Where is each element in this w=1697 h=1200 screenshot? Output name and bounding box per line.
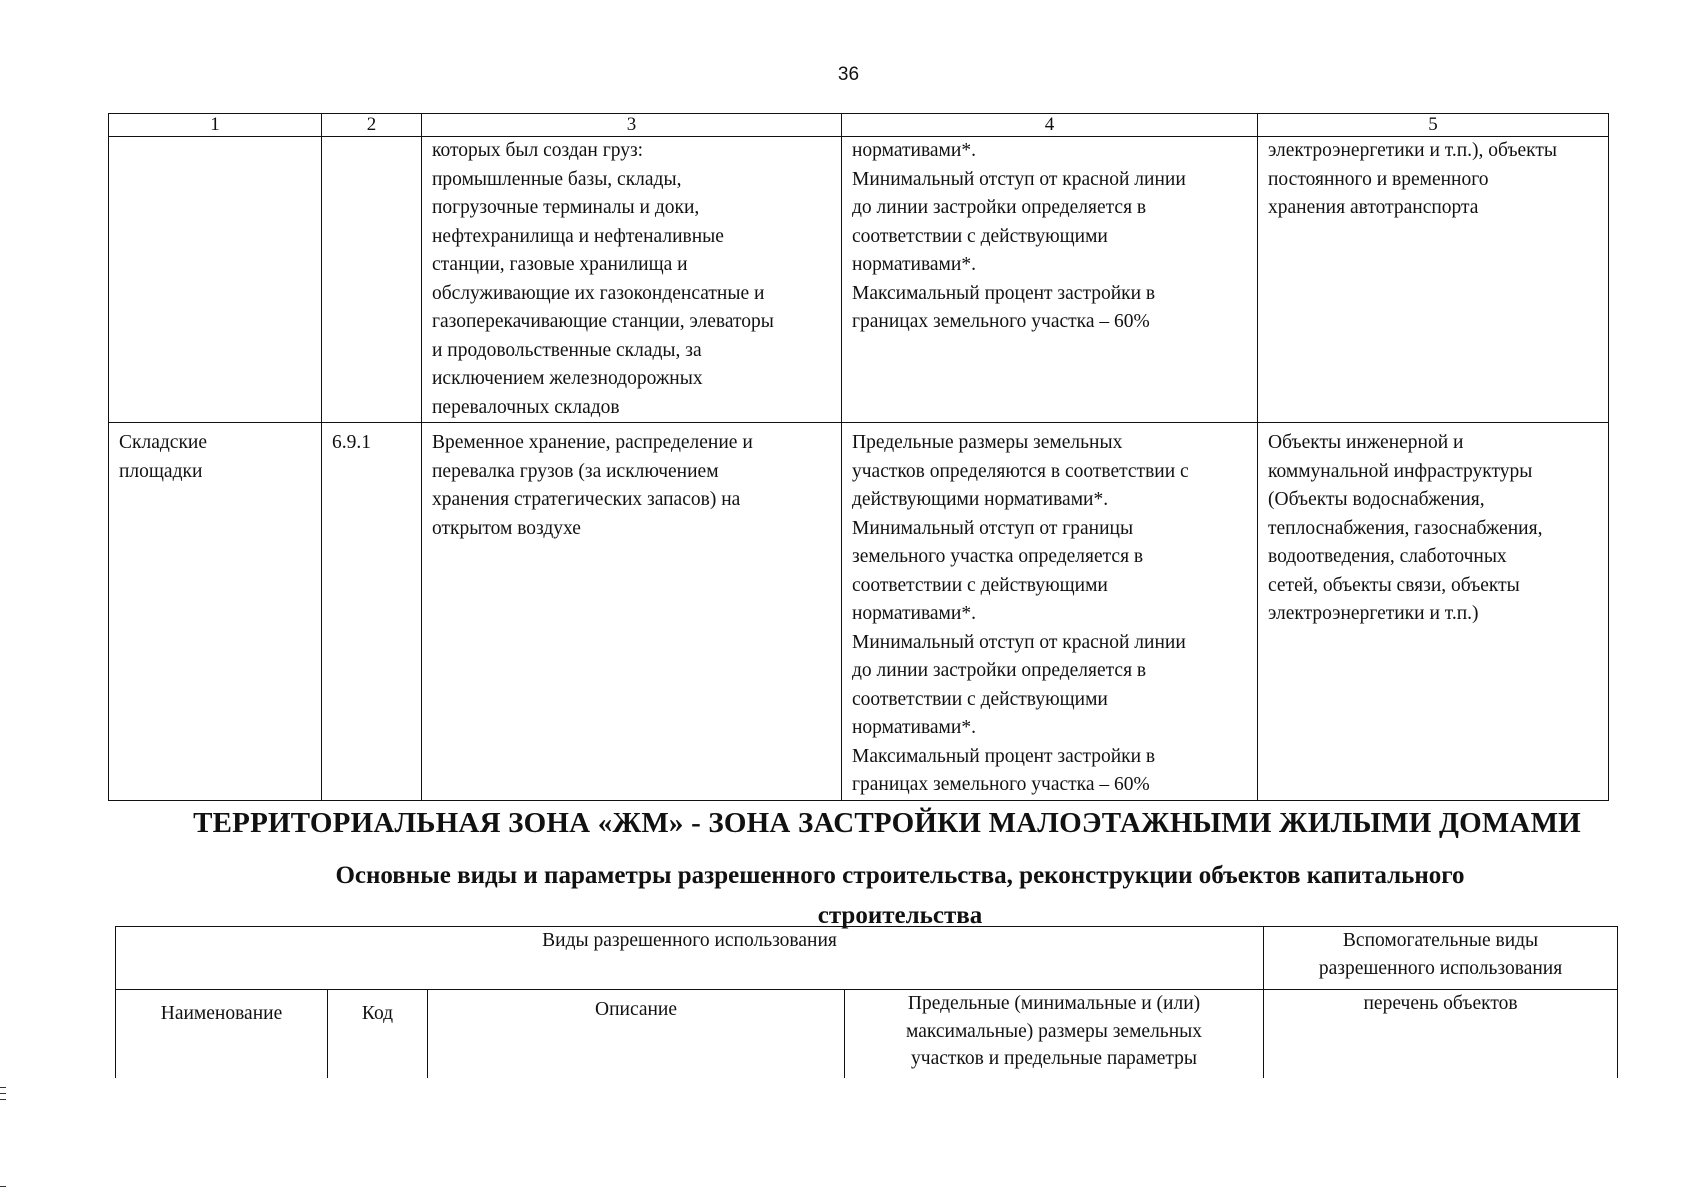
header-text: Описание	[594, 999, 678, 1020]
table-row	[109, 137, 1609, 423]
text-line: 6.9.1	[332, 432, 371, 453]
column-number: 1	[109, 114, 322, 137]
text-line: постоянного и временного	[1268, 168, 1489, 190]
parameters-column-header	[845, 990, 1264, 1079]
text-line: перевалка грузов (за исключением	[432, 460, 719, 482]
text-line: коммунальной инфраструктуры	[1268, 460, 1533, 482]
header-line: Вспомогательные виды	[1342, 930, 1539, 951]
text-line: до линии застройки определяется в	[852, 660, 1147, 681]
text-line: открытом воздухе	[432, 517, 581, 539]
zone-title: ТЕРРИТОРИАЛЬНАЯ ЗОНА «ЖМ» - ЗОНА ЗАСТРОЙКИ МАЛОЭТАЖНЫМИ ЖИЛЫМИ ДОМАМИ	[193, 807, 1581, 839]
text-line: Предельные размеры земельных	[852, 432, 1123, 453]
text-line: Минимальный отступ от красной линии	[852, 631, 1186, 653]
text-line: электроэнергетики и т.п.), объекты	[1268, 140, 1558, 161]
text-line: (Объекты водоснабжения,	[1268, 489, 1485, 510]
header-text: Наименование	[160, 1003, 283, 1024]
main-uses-table	[115, 926, 1618, 1078]
text-line: погрузочные терминалы и доки,	[432, 197, 700, 218]
text-line: границах земельного участка – 60%	[852, 774, 1150, 795]
header-text: перечень объектов	[1363, 993, 1518, 1014]
section-title	[200, 856, 1600, 936]
text-line: нефтехранилища и нефтеналивные	[432, 225, 724, 247]
text-line: сетей, объекты связи, объекты	[1268, 574, 1520, 596]
text-line: земельного участка определяется в	[852, 546, 1144, 567]
text-line: соответствии с действующими	[852, 225, 1108, 247]
text-line: соответствии с действующими	[852, 688, 1108, 710]
text-line: исключением железнодорожных	[432, 368, 703, 389]
text-line: Максимальный процент застройки в	[852, 745, 1156, 767]
margin-mark	[0, 1186, 6, 1187]
text-line: перевалочных складов	[432, 396, 620, 418]
text-line: хранения стратегических запасов) на	[432, 489, 741, 510]
text-line: участков и предельные параметры	[911, 1048, 1197, 1069]
use-code-cell	[322, 423, 422, 801]
margin-mark	[0, 1087, 6, 1088]
text-line: соответствии с действующими	[852, 574, 1108, 596]
text-line: промышленные базы, склады,	[432, 168, 682, 190]
name-column-header	[116, 990, 328, 1079]
text-line: максимальные) размеры земельных	[906, 1020, 1202, 1042]
column-number: 5	[1258, 114, 1609, 137]
text-line: и продовольственные склады, за	[432, 339, 702, 361]
text-line: Предельные (минимальные и (или)	[907, 993, 1201, 1014]
text-line: хранения автотранспорта	[1268, 197, 1479, 218]
header-line: разрешенного использования	[1318, 957, 1563, 979]
text-line: Объекты инженерной и	[1268, 432, 1464, 453]
text-line: участков определяются в соответствии с	[852, 460, 1189, 482]
section-title-line: строительства	[817, 902, 983, 929]
text-line: нормативами*.	[852, 140, 976, 161]
text-line: теплоснабжения, газоснабжения,	[1268, 517, 1543, 539]
objects-column-header	[1264, 990, 1618, 1079]
text-line: Максимальный процент застройки в	[852, 282, 1156, 304]
use-name-cell	[109, 137, 322, 423]
auxiliary-objects-cell	[1258, 423, 1609, 801]
text-line: станции, газовые хранилища и	[432, 254, 688, 275]
auxiliary-uses-header	[1264, 927, 1618, 990]
text-line: нормативами*.	[852, 717, 976, 738]
section-title-line: Основные виды и параметры разрешенного строительства, реконструкции объектов капитального	[335, 862, 1465, 889]
table-row	[109, 423, 1609, 801]
page-number: 36	[837, 64, 860, 85]
text-line: обслуживающие их газоконденсатные и	[432, 282, 765, 304]
use-description-cell	[422, 137, 842, 423]
text-line: до линии застройки определяется в	[852, 197, 1147, 218]
code-column-header	[328, 990, 428, 1079]
text-line: электроэнергетики и т.п.)	[1268, 603, 1479, 624]
text-line: Минимальный отступ от границы	[852, 517, 1134, 539]
table-header-row	[116, 990, 1618, 1079]
text-line: Минимальный отступ от красной линии	[852, 168, 1186, 190]
table-header-row	[116, 927, 1618, 990]
use-code-cell	[322, 137, 422, 423]
text-line: водоотведения, слаботочных	[1268, 546, 1507, 567]
margin-mark	[0, 1093, 6, 1094]
description-column-header	[428, 990, 845, 1079]
land-use-table-continued	[108, 113, 1609, 801]
text-line: границах земельного участка – 60%	[852, 311, 1150, 332]
margin-mark	[0, 1099, 6, 1100]
header-text: Код	[361, 1003, 394, 1024]
use-name-cell	[109, 423, 322, 801]
text-line: Временное хранение, распределение и	[432, 432, 753, 453]
permitted-uses-header: Виды разрешенного использования	[116, 927, 1264, 990]
use-parameters-cell	[842, 137, 1258, 423]
text-line: которых был создан груз:	[432, 140, 644, 161]
column-number: 3	[422, 114, 842, 137]
text-line: Складские	[119, 432, 208, 453]
text-line: действующими нормативами*.	[852, 489, 1109, 510]
text-line: нормативами*.	[852, 254, 976, 275]
use-parameters-cell	[842, 423, 1258, 801]
use-description-cell	[422, 423, 842, 801]
column-number: 4	[842, 114, 1258, 137]
auxiliary-objects-cell	[1258, 137, 1609, 423]
text-line: газоперекачивающие станции, элеваторы	[432, 311, 774, 332]
column-number-row	[109, 114, 1609, 137]
text-line: нормативами*.	[852, 603, 976, 624]
column-number: 2	[322, 114, 422, 137]
text-line: площадки	[119, 460, 203, 482]
